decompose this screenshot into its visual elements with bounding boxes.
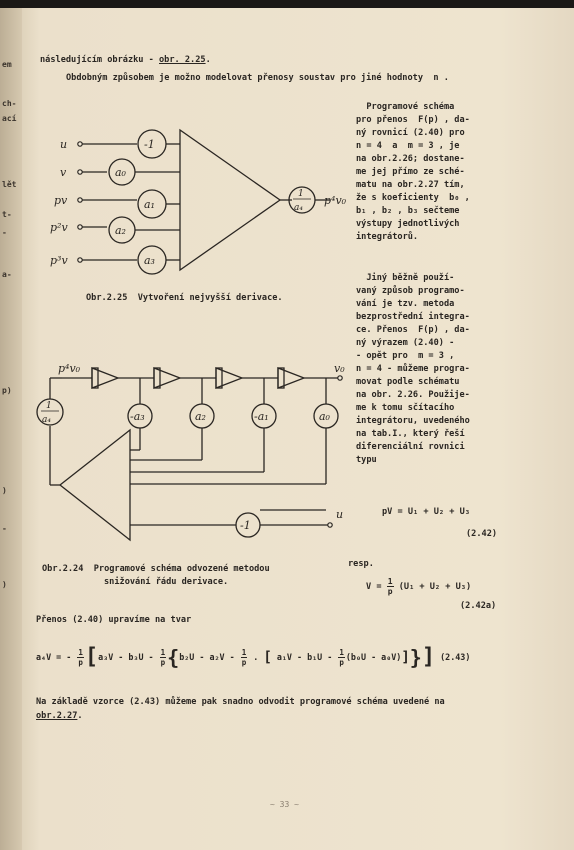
gutter-mark: lět — [2, 180, 17, 189]
coef-label: -1 — [144, 138, 155, 151]
figure-2-24-diagram — [30, 360, 360, 560]
figure-2-25-caption: Obr.2.25 Vytvoření nejvyšší derivace. — [86, 293, 283, 303]
closing-line-2: obr.2.27. — [36, 711, 83, 721]
text-line: diferenciální rovnici — [356, 442, 465, 452]
coef-label: a₀ — [115, 166, 126, 179]
integrator — [278, 368, 304, 388]
equation-2-42-number: (2.42) — [466, 529, 498, 539]
summing-amplifier-triangle — [180, 130, 280, 270]
gutter-mark: - — [2, 228, 7, 237]
figure-2-24-caption-2: snižování řádu derivace. — [104, 577, 229, 587]
link-obr-2-25[interactable]: obr. 2.25 — [159, 55, 206, 65]
gutter-mark: - — [2, 524, 7, 533]
text-line: me jej přímo ze sché- — [356, 167, 465, 177]
figure-2-25-diagram — [40, 120, 370, 290]
text-line: Jiný běžně použí- — [356, 273, 455, 283]
gutter-mark: ací — [2, 114, 17, 123]
prenos-line: Přenos (2.40) upravíme na tvar — [36, 615, 192, 625]
input-label: p³v — [50, 254, 68, 267]
intro-line-2: Obdobným způsobem je možno modelovat přenosy soustav pro jiné hodnoty n . — [66, 73, 449, 83]
gutter-mark: p) — [2, 386, 12, 395]
gutter-mark: ) — [2, 486, 7, 495]
text-line: bezprostřední integra- — [356, 312, 470, 322]
text-line: na tab.I., který řeší — [356, 429, 465, 439]
equation-2-43: a₄V = - $\frac{1}{p}[a_3V - b_3U - \frac{1}{p}\{b_2U - a_2V - \frac{1}{p}$ . [ $a_1V - b_1U - \frac{1}{p}(b_0U - a_0V)$]}] (2.43) — [36, 644, 471, 670]
text-line: ný výrazem (2.40) - — [356, 338, 455, 348]
intro-line-1: následujícím obrázku - obr. 2.25. — [40, 55, 211, 65]
text-line: n = 4 a m = 3 , je — [356, 141, 460, 151]
equation-2-42a: $V = \frac{1}{p} (U_1 + U_2 + U_3)$ — [366, 577, 472, 596]
input-label: pv — [54, 194, 68, 207]
figure-2-24-caption-1: Obr.2.24 Programové schéma odvozené metodou — [42, 564, 270, 574]
page-footer: ~ 33 ~ — [270, 800, 299, 809]
equation-2-42a-number: (2.42a) — [460, 601, 497, 611]
gain-numerator: 1 — [298, 189, 304, 199]
coef-label: a₁ — [144, 198, 155, 211]
integrator — [154, 368, 180, 388]
equation-2-42: pV = U₁ + U₂ + U₃ — [382, 507, 470, 517]
input-label: p²v — [50, 221, 68, 234]
gutter-mark: a- — [2, 270, 12, 279]
text-line: me k tomu sčítacího — [356, 403, 455, 413]
gain-denominator: a₄ — [42, 415, 51, 425]
text-line: Programové schéma — [356, 102, 455, 112]
output-label: p⁴v₀ — [324, 194, 347, 207]
top-label: p⁴v₀ — [58, 362, 81, 375]
coef-label: -a₃ — [130, 410, 145, 423]
gutter-mark: ) — [2, 580, 7, 589]
input-label: v — [60, 166, 67, 179]
text-line: movat podle schématu — [356, 377, 460, 387]
text-line: na obr.2.26; dostane- — [356, 154, 465, 164]
coef-label: a₂ — [115, 224, 126, 237]
text-line: vání je tzv. metoda — [356, 299, 455, 309]
text-line: - opět pro m = 3 , — [356, 351, 455, 361]
input-label: u — [336, 508, 344, 521]
resp-label: resp. — [348, 559, 374, 569]
coef-label: a₃ — [144, 254, 155, 267]
gutter-mark: t- — [2, 210, 12, 219]
text-line: matu na obr.2.27 tím, — [356, 180, 465, 190]
top-band — [0, 0, 574, 8]
coef-label: -a₁ — [254, 410, 269, 423]
text-line: ce. Přenos F(p) , da- — [356, 325, 470, 335]
left-gutter — [0, 8, 22, 850]
text-line: n = 4 - můžeme progra- — [356, 364, 470, 374]
text-line: výstupy jednotlivých — [356, 219, 460, 229]
gutter-mark: ch- — [2, 99, 17, 108]
coef-label: a₂ — [195, 410, 206, 423]
text-line: ný rovnicí (2.40) pro — [356, 128, 465, 138]
closing-line-1: Na základě vzorce (2.43) můžeme pak snadno odvodit programové schéma uvedené na — [36, 697, 445, 707]
link-obr-2-27[interactable]: obr.2.27 — [36, 711, 78, 721]
gain-denominator: a₄ — [294, 203, 303, 213]
summing-amplifier-triangle — [60, 430, 130, 540]
gain-numerator: 1 — [46, 401, 52, 411]
output-label: v₀ — [334, 362, 345, 375]
text-line: pro přenos F(p) , da- — [356, 115, 470, 125]
integrator — [92, 368, 118, 388]
integrator — [216, 368, 242, 388]
text-line: na obr. 2.26. Použije- — [356, 390, 470, 400]
text-line: integrátorů. — [356, 232, 419, 242]
text-line: integrátoru, uvedeného — [356, 416, 470, 426]
text-line: vaný způsob programo- — [356, 286, 465, 296]
text-line: typu — [356, 455, 377, 465]
inverter-label: -1 — [240, 519, 251, 532]
text-line: že s koeficienty b₀ , — [356, 193, 470, 203]
coef-label: a₀ — [319, 410, 330, 423]
text-line: b₁ , b₂ , b₃ sečteme — [356, 206, 460, 216]
input-label: u — [60, 138, 68, 151]
gutter-mark: em — [2, 60, 12, 69]
